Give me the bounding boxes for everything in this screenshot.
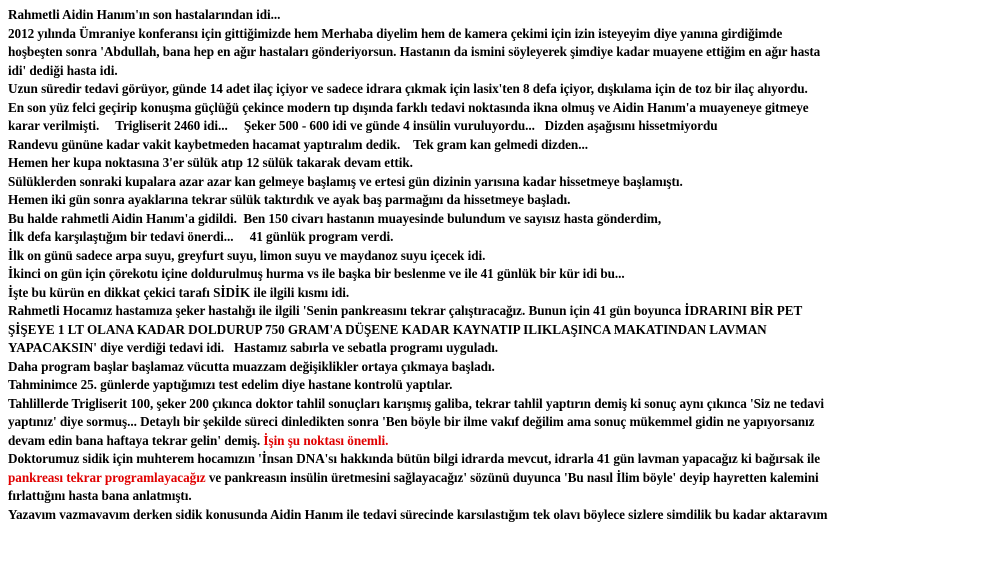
text-line-17: Rahmetli Hocamız hastamıza şeker hastalığı ile ilgili 'Senin pankreasını tekrar çalıştıracağız. Bunun için 41 gün boyunca İDRARINI BİR PET bbox=[8, 303, 803, 318]
text-line-27: fırlattığını hasta bana anlatmıştı. bbox=[8, 488, 192, 503]
text-line-18: ŞİŞEYE 1 LT OLANA KADAR DOLDURUP 750 GRAM'A DÜŞENE KADAR KAYNATIP ILIKLAŞINCA MAKATINDAN LAVMAN bbox=[8, 321, 767, 337]
highlight-pancreas: pankreası tekrar programlayacağız bbox=[8, 469, 206, 485]
text-line-25: Doktorumuz sidik için muhterem hocamızın 'İnsan DNA'sı hakkında bütün bilgi idrarda mevcut, idrarla 41 gün lavman yapacağız ki bağırsak ile bbox=[8, 451, 821, 466]
text-line-10: Sülüklerden sonraki kupalara azar azar kan gelmeye başlamış ve ertesi gün dizinin yarısına kadar hissetmeye başlamıştı. bbox=[8, 173, 683, 189]
text-line-21: Tahminimce 25. günlerde yaptığımızı test edelim diye hastane kontrolü yaptılar. bbox=[8, 377, 453, 392]
text-line-26 bbox=[8, 469, 996, 488]
text-line-28: Yazavım vazmavavım derken sidik konusunda Aidin Hanım ile tedavi sürecinde karsılastığım tek olavı böylece sizlere simdilik bu kadar aktaravım bbox=[8, 506, 828, 522]
text-line-9: Hemen her kupa noktasına 3'er sülük atıp 12 sülük takarak devam ettik. bbox=[8, 155, 413, 170]
text-line-8: Randevu gününe kadar vakit kaybetmeden hacamat yaptıralım dedik. Tek gram kan gelmedi dizden... bbox=[8, 136, 588, 152]
text-line-15: İkinci on gün için çörekotu içine doldurulmuş hurma vs ile başka bir beslenme ve ile 41 günlük bir kür idi bu... bbox=[8, 266, 625, 281]
text-line-24-main: devam edin bana haftaya tekrar gelin' demiş. bbox=[8, 432, 261, 448]
text-line-20: Daha program başlar başlamaz vücutta muazzam değişiklikler ortaya çıkmaya başladı. bbox=[8, 358, 495, 374]
text-line-16: İşte bu kürün en dikkat çekici tarafı SİDİK ile ilgili kısmı idi. bbox=[8, 284, 350, 300]
text-line-22: Tahlillerde Trigliserit 100, şeker 200 çıkınca doktor tahlil sonuçları karışmış galiba, tekrar tahlil yaptırın demiş ki sonuç aynı çıkınca 'Siz ne tedavi bbox=[8, 395, 825, 411]
text-line-13: İlk defa karşılaştığım bir tedavi önerdi... 41 günlük program verdi. bbox=[8, 229, 394, 244]
text-line-2: 2012 yılında Ümraniye konferansı için gittiğimizde hem Merhaba diyelim hem de kamera çekimi için izin isteyeyim diye yanına girdiğimde bbox=[8, 25, 783, 41]
text-line-6: En son yüz felci geçirip konuşma güçlüğü çekince modern tıp dışında farklı tedavi noktasında ikna olmuş ve Aidin Hanım'a muayeneye gitmeye bbox=[8, 99, 809, 115]
text-line-14: İlk on günü sadece arpa suyu, greyfurt suyu, limon suyu ve maydanoz suyu içecek idi. bbox=[8, 247, 486, 263]
text-line-4: idi' dediği hasta idi. bbox=[8, 62, 118, 78]
text-line-11: Hemen iki gün sonra ayaklarına tekrar sülük taktırdık ve ayak baş parmağını da hissetmeye başladı. bbox=[8, 192, 571, 207]
text-line-1: Rahmetli Aidin Hanım'ın son hastalarından idi... bbox=[8, 7, 281, 22]
text-line-26-rest: ve pankreasın insülin üretmesini sağlayacağız' sözünü duyunca 'Bu nasıl İlim böyle' deyip hayretten kalemini bbox=[205, 469, 819, 485]
text-line-24 bbox=[8, 432, 996, 451]
text-line-7: karar verilmişti. Trigliserit 2460 idi... Şeker 500 - 600 idi ve günde 4 insülin vuruluyordu... Dizden aşağısını hissetmiyordu bbox=[8, 118, 718, 133]
text-line-3: hoşbeşten sonra 'Abdullah, bana hep en ağır hastaları gönderiyorsun. Hastanın da ismini söyleyerek şimdiye kadar muayene ettiğim en ağır hasta bbox=[8, 44, 821, 59]
text-line-5: Uzun süredir tedavi görüyor, günde 14 adet ilaç içiyor ve sadece idrara çıkmak için lasix'ten 8 defa içiyor, dışkılama için de toz bir ilaç alıyordu. bbox=[8, 81, 808, 96]
text-line-12: Bu halde rahmetli Aidin Hanım'a gidildi. Ben 150 civarı hastanın muayesinde bulundum ve sayısız hasta gönderdim, bbox=[8, 210, 662, 226]
highlight-important: İşin şu noktası önemli. bbox=[263, 432, 389, 448]
text-line-23: yaptınız' diye sormuş... Detaylı bir şekilde süreci dinledikten sonra 'Ben böyle bir ilme vakıf değilim ama sonuç mükemmel gidin ne yapıyorsanız bbox=[8, 414, 815, 429]
text-line-19: YAPACAKSIN' diye verdiği tedavi idi. Hastamız sabırla ve sebatla programı uyguladı. bbox=[8, 340, 499, 355]
